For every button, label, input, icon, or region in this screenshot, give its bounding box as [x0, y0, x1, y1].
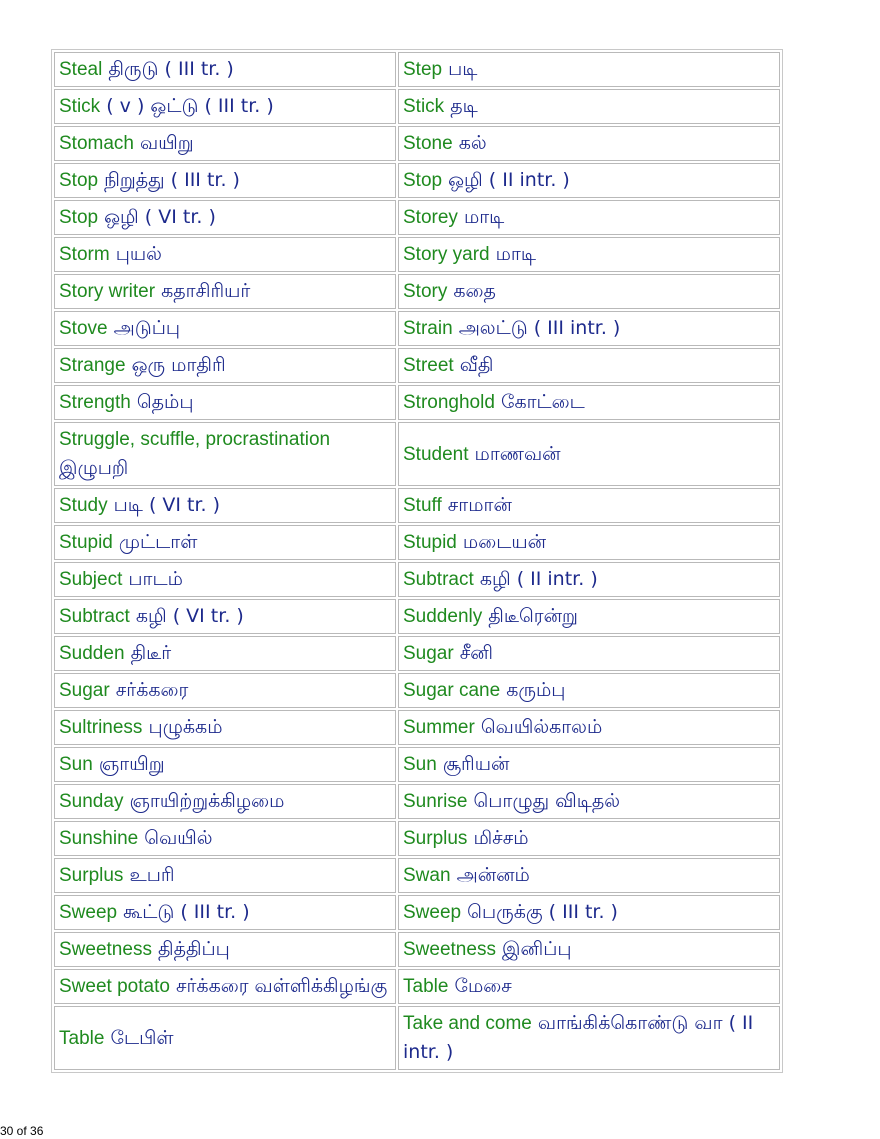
dictionary-entry — [398, 1006, 780, 1070]
tamil-translation: திடீர் — [130, 642, 172, 664]
dictionary-entry — [398, 636, 780, 671]
english-word: Sunday — [59, 791, 124, 812]
english-word: Subtract — [59, 606, 130, 627]
english-word: Stone — [403, 133, 453, 154]
table-row — [54, 163, 780, 198]
dictionary-entry — [398, 784, 780, 819]
english-word: Street — [403, 355, 454, 376]
english-word: Sugar — [403, 643, 454, 664]
tamil-translation: சாமான் — [447, 494, 512, 516]
english-word: Table — [403, 976, 449, 997]
tamil-translation: தெம்பு — [136, 391, 194, 413]
tamil-translation: ஒழி ( VI tr. ) — [104, 206, 216, 228]
english-word: Study — [59, 495, 108, 516]
tamil-translation: பொழுது விடிதல் — [473, 790, 621, 812]
table-row — [54, 969, 780, 1004]
tamil-translation: அலட்டு ( III intr. ) — [458, 317, 621, 339]
table-row — [54, 200, 780, 235]
dictionary-entry — [54, 422, 396, 486]
table-row — [54, 422, 780, 486]
english-word: Sudden — [59, 643, 125, 664]
tamil-translation: புழுக்கம் — [148, 716, 223, 738]
tamil-translation: கழி ( VI tr. ) — [135, 605, 244, 627]
tamil-translation: சீனி — [459, 642, 493, 664]
table-row — [54, 599, 780, 634]
page-number: 30 of 36 — [0, 1124, 44, 1138]
english-word: Subject — [59, 569, 123, 590]
english-word: Strength — [59, 392, 131, 413]
tamil-translation: படி — [448, 58, 478, 80]
tamil-translation: மாடி — [495, 243, 536, 265]
tamil-translation: முட்டாள் — [118, 531, 198, 553]
english-word: Swan — [403, 865, 451, 886]
tamil-translation: சர்க்கரை வள்ளிக்கிழங்கு — [175, 975, 388, 997]
dictionary-entry — [398, 311, 780, 346]
dictionary-body — [54, 52, 780, 1070]
english-word: Take and come — [403, 1013, 532, 1034]
dictionary-entry — [54, 311, 396, 346]
english-word: Sugar cane — [403, 680, 501, 701]
dictionary-entry — [398, 525, 780, 560]
dictionary-entry — [54, 385, 396, 420]
table-row — [54, 274, 780, 309]
dictionary-entry — [54, 200, 396, 235]
dictionary-entry — [54, 636, 396, 671]
dictionary-entry — [54, 932, 396, 967]
table-row — [54, 710, 780, 745]
tamil-translation: மேசை — [454, 975, 512, 997]
english-word: Summer — [403, 717, 475, 738]
dictionary-entry — [54, 163, 396, 198]
tamil-translation: பெருக்கு ( III tr. ) — [467, 901, 618, 923]
table-row — [54, 237, 780, 272]
tamil-translation: வெயில்காலம் — [480, 716, 603, 738]
tamil-translation: இனிப்பு — [502, 938, 572, 960]
english-word: Sweetness — [59, 939, 152, 960]
tamil-translation: மாடி — [463, 206, 505, 228]
dictionary-entry — [54, 710, 396, 745]
dictionary-entry — [398, 932, 780, 967]
english-word: Sugar — [59, 680, 110, 701]
dictionary-entry — [398, 126, 780, 161]
tamil-translation: உபரி — [129, 864, 175, 886]
tamil-translation: வீதி — [459, 354, 494, 376]
dictionary-entry — [398, 385, 780, 420]
english-word: Surplus — [403, 828, 468, 849]
table-row — [54, 784, 780, 819]
english-word: Story — [403, 281, 448, 302]
dictionary-entry — [54, 237, 396, 272]
english-word: Steal — [59, 59, 103, 80]
table-row — [54, 932, 780, 967]
english-word: Strain — [403, 318, 453, 339]
dictionary-entry — [54, 126, 396, 161]
tamil-translation: கரும்பு — [506, 679, 566, 701]
tamil-translation: அடுப்பு — [113, 317, 180, 339]
dictionary-entry — [398, 821, 780, 856]
dictionary-entry — [398, 274, 780, 309]
english-word: Sunshine — [59, 828, 139, 849]
dictionary-entry — [54, 821, 396, 856]
english-word: Stomach — [59, 133, 134, 154]
english-word: Sweep — [59, 902, 118, 923]
dictionary-entry — [398, 52, 780, 87]
tamil-translation: இழுபறி — [59, 457, 129, 479]
english-word: Stupid — [403, 532, 457, 553]
english-word: Subtract — [403, 569, 474, 590]
dictionary-entry — [398, 200, 780, 235]
dictionary-entry — [398, 599, 780, 634]
tamil-translation: வாங்கிக்கொண்டு வா ( II intr. ) — [403, 1012, 754, 1063]
tamil-translation: வெயில் — [144, 827, 213, 849]
dictionary-entry — [398, 747, 780, 782]
dictionary-entry — [398, 422, 780, 486]
table-row — [54, 126, 780, 161]
dictionary-entry — [398, 89, 780, 124]
tamil-translation: கோட்டை — [500, 391, 585, 413]
dictionary-entry — [54, 895, 396, 930]
dictionary-entry — [54, 1006, 396, 1070]
english-word: Storey — [403, 207, 458, 228]
english-word: Storm — [59, 244, 110, 265]
dictionary-entry — [398, 710, 780, 745]
dictionary-entry — [54, 858, 396, 893]
tamil-translation: ஞாயிறு — [98, 753, 165, 775]
english-word: Stuff — [403, 495, 442, 516]
tamil-translation: கழி ( II intr. ) — [479, 568, 598, 590]
english-word: Stupid — [59, 532, 113, 553]
english-word: Student — [403, 443, 469, 465]
table-row — [54, 821, 780, 856]
tamil-translation: ஞாயிற்றுக்கிழமை — [129, 790, 285, 812]
tamil-translation: நிறுத்து ( III tr. ) — [104, 169, 240, 191]
tamil-translation: டேபிள் — [110, 1026, 174, 1049]
english-word: Sweep — [403, 902, 462, 923]
dictionary-entry — [54, 599, 396, 634]
tamil-translation: படி ( VI tr. ) — [113, 494, 221, 516]
dictionary-entry — [398, 163, 780, 198]
table-row — [54, 562, 780, 597]
dictionary-entry — [54, 562, 396, 597]
tamil-translation: பாடம் — [128, 568, 183, 590]
table-row — [54, 385, 780, 420]
english-word: Stick — [59, 96, 101, 117]
english-word: Sunrise — [403, 791, 468, 812]
dictionary-entry — [398, 895, 780, 930]
english-word: Story writer — [59, 281, 156, 302]
dictionary-table — [51, 49, 783, 1073]
english-word: Sun — [59, 754, 93, 775]
table-row — [54, 858, 780, 893]
dictionary-entry — [54, 89, 396, 124]
english-word: Surplus — [59, 865, 124, 886]
dictionary-entry — [398, 673, 780, 708]
tamil-translation: தடி — [450, 95, 478, 117]
dictionary-entry — [54, 747, 396, 782]
tamil-translation: கல் — [458, 132, 487, 154]
tamil-translation: மிச்சம் — [473, 827, 529, 849]
tamil-translation: சர்க்கரை — [115, 679, 189, 701]
table-row — [54, 525, 780, 560]
tamil-translation: திருடு ( III tr. ) — [108, 58, 234, 80]
tamil-translation: ( v ) ஒட்டு ( III tr. ) — [106, 95, 274, 117]
tamil-translation: புயல் — [115, 243, 162, 265]
table-row — [54, 311, 780, 346]
table-row — [54, 348, 780, 383]
english-word: Stop — [59, 170, 99, 191]
table-row — [54, 89, 780, 124]
table-row — [54, 636, 780, 671]
dictionary-entry — [54, 274, 396, 309]
dictionary-entry — [54, 784, 396, 819]
english-word: Story yard — [403, 244, 490, 265]
english-word: Suddenly — [403, 606, 483, 627]
english-word: Strange — [59, 355, 126, 376]
english-word: Sultriness — [59, 717, 143, 738]
tamil-translation: தித்திப்பு — [158, 938, 230, 960]
tamil-translation: சூரியன் — [442, 753, 510, 775]
english-word: Sun — [403, 754, 437, 775]
tamil-translation: கதாசிரியர் — [161, 280, 251, 302]
dictionary-entry — [398, 969, 780, 1004]
table-row — [54, 747, 780, 782]
english-word: Sweet potato — [59, 976, 170, 997]
english-word: Stove — [59, 318, 108, 339]
dictionary-entry — [398, 858, 780, 893]
dictionary-entry — [398, 562, 780, 597]
table-row — [54, 488, 780, 523]
dictionary-entry — [54, 969, 396, 1004]
dictionary-entry — [54, 673, 396, 708]
table-row — [54, 52, 780, 87]
dictionary-entry — [54, 488, 396, 523]
dictionary-entry — [54, 525, 396, 560]
dictionary-entry — [54, 348, 396, 383]
tamil-translation: ஒரு மாதிரி — [131, 354, 226, 376]
table-row — [54, 895, 780, 930]
dictionary-entry — [398, 348, 780, 383]
english-word: Stop — [403, 170, 443, 191]
table-row — [54, 673, 780, 708]
tamil-translation: கூட்டு ( III tr. ) — [123, 901, 250, 923]
tamil-translation: அன்னம் — [456, 864, 530, 886]
english-word: Stop — [59, 207, 99, 228]
english-word: Step — [403, 59, 443, 80]
dictionary-entry — [398, 237, 780, 272]
english-word: Stronghold — [403, 392, 495, 413]
english-word: Sweetness — [403, 939, 496, 960]
tamil-translation: திடீரென்று — [488, 605, 578, 627]
dictionary-entry — [398, 488, 780, 523]
tamil-translation: ஒழி ( II intr. ) — [448, 169, 570, 191]
tamil-translation: வயிறு — [140, 132, 194, 154]
tamil-translation: மடையன் — [462, 531, 547, 553]
tamil-translation: மாணவன் — [474, 442, 561, 465]
english-word: Stick — [403, 96, 445, 117]
english-word: Struggle, scuffle, procrastination — [59, 429, 331, 450]
english-word: Table — [59, 1027, 105, 1049]
tamil-translation: கதை — [453, 280, 496, 302]
dictionary-entry — [54, 52, 396, 87]
table-row — [54, 1006, 780, 1070]
